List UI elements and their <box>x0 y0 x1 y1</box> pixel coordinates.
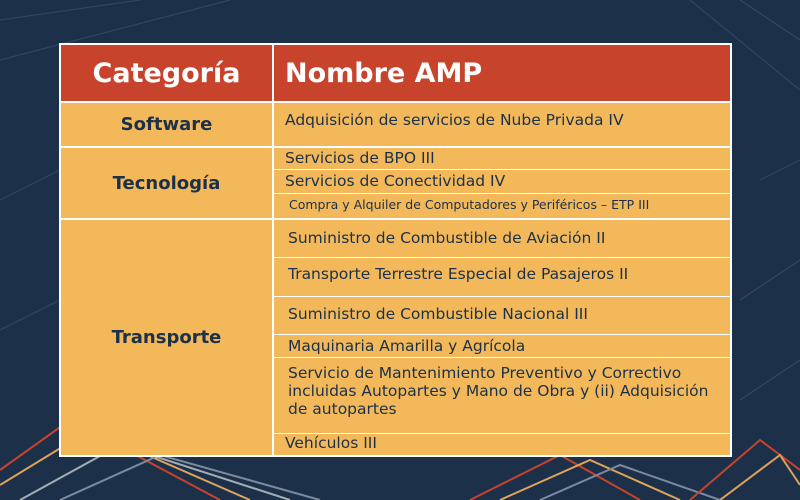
amp-item: Adquisición de servicios de Nube Privada IV <box>285 111 624 129</box>
row-divider <box>274 357 730 358</box>
amp-item: Servicio de Mantenimiento Preventivo y Correctivo incluidas Autopartes y Mano de Obra y (ii) Adquisición de autopartes <box>288 364 709 418</box>
row-divider <box>274 334 730 335</box>
category-software: Software <box>120 113 213 135</box>
row-divider <box>274 257 730 258</box>
row-divider <box>274 169 730 170</box>
amp-item: Servicios de BPO III <box>285 149 435 167</box>
category-transporte: Transporte <box>111 327 222 348</box>
column-divider <box>272 45 274 455</box>
amp-table <box>61 45 730 455</box>
category-tecnologia: Tecnología <box>112 172 221 194</box>
amp-item: Compra y Alquiler de Computadores y Periféricos – ETP III <box>289 197 650 212</box>
amp-item: Maquinaria Amarilla y Agrícola <box>288 337 526 355</box>
amp-item: Transporte Terrestre Especial de Pasajeros II <box>288 265 629 283</box>
amp-item: Suministro de Combustible Nacional III <box>288 305 588 323</box>
amp-item: Servicios de Conectividad IV <box>285 172 506 190</box>
amp-item: Suministro de Combustible de Aviación II <box>288 229 606 247</box>
header-category: Categoría <box>92 57 241 89</box>
row-divider <box>274 296 730 297</box>
row-divider <box>274 193 730 194</box>
header-name: Nombre AMP <box>285 57 483 89</box>
amp-item: Vehículos III <box>285 434 377 452</box>
